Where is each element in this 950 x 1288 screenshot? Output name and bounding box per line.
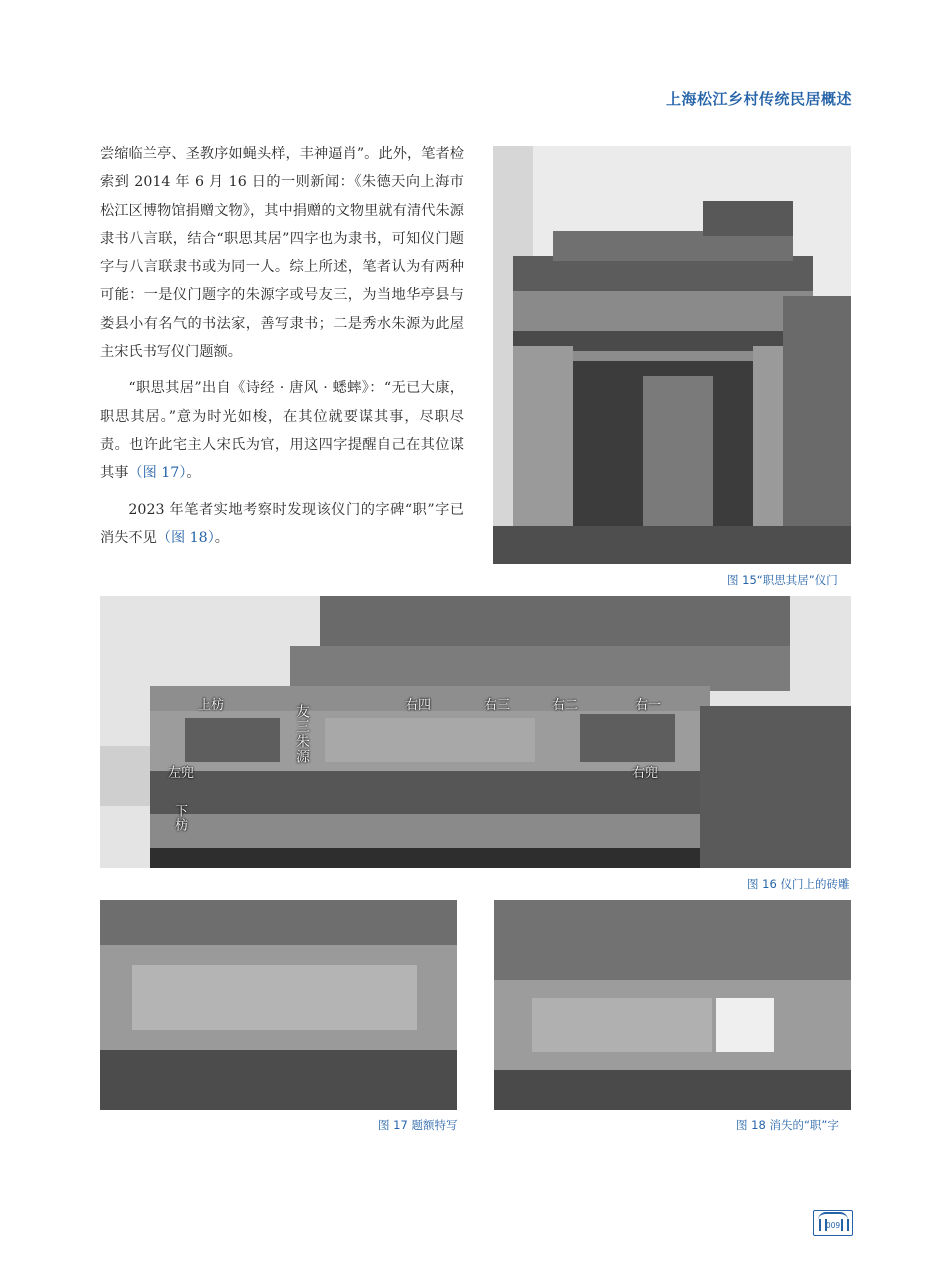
paragraph-3 [100, 496, 464, 553]
label-zuodou: 左兜 [168, 766, 195, 781]
building-icon-column-right [841, 1219, 849, 1231]
figure-18-photo [494, 900, 851, 1110]
paragraph-2-text: “职思其居”出自《诗经 · 唐风 · 蟋蟀》：“无已大康，职思其居。”意为时光如梭，在其位就要谋其事，尽职尽责。也许此宅主人宋氏为官，用这四字提醒自己在其位谋其事 [100, 380, 464, 482]
paragraph-2 [100, 374, 464, 487]
figure-17-photo [100, 900, 457, 1110]
label-xiafang: 下枋 [172, 804, 187, 832]
label-yousi: 右四 [405, 698, 432, 713]
label-youshan-zhuyuan: 友三朱源 [294, 704, 310, 764]
figure-17-caption: 图 17 题额特写 [378, 1118, 458, 1132]
figure-18-reference[interactable]: （图 18） [156, 529, 215, 546]
figure-15-photo [493, 146, 851, 564]
label-youyi: 右一 [635, 698, 662, 713]
paragraph-2-end: 。 [186, 465, 201, 482]
paragraph-3-text: 2023 年笔者实地考察时发现该仪门的字碑“职”字已消失不见 [100, 501, 464, 546]
label-shangfang: 上枋 [198, 698, 225, 713]
figure-16-caption: 图 16 仪门上的砖雕 [747, 877, 850, 891]
figure-17-reference[interactable]: （图 17） [128, 465, 187, 482]
body-text [100, 140, 464, 560]
label-youdou: 右兜 [632, 766, 659, 781]
running-header: 上海松江乡村传统民居概述 [665, 90, 852, 108]
page-number: 009 [825, 1221, 841, 1230]
figure-15-caption: 图 15“职思其居”仪门 [727, 573, 838, 587]
paragraph-1: 尝缩临兰亭、圣教序如蝇头样，丰神逼肖”。此外，笔者检索到 2014 年 6 月 16 日的一则新闻：《朱德天向上海市松江区博物馆捐赠文物》，其中捐赠的文物里就有清代朱源隶书八言联，结合“职思其居”四字也为隶书，可知仪门题字与八言联隶书或为同一人。综上所述，笔者认为有两种可能：一是仪门题字的朱源字或号友三，为当地华亭县与娄县小有名气的书法家，善写隶书；二是秀水朱源为此屋主宋氏书写仪门题额。 [100, 146, 464, 361]
paragraph-3-end: 。 [214, 529, 229, 546]
figure-16-photo [100, 596, 851, 868]
label-yousan: 右三 [484, 698, 511, 713]
figure-18-caption: 图 18 消失的“职”字 [736, 1118, 839, 1132]
label-youer: 右二 [552, 698, 579, 713]
